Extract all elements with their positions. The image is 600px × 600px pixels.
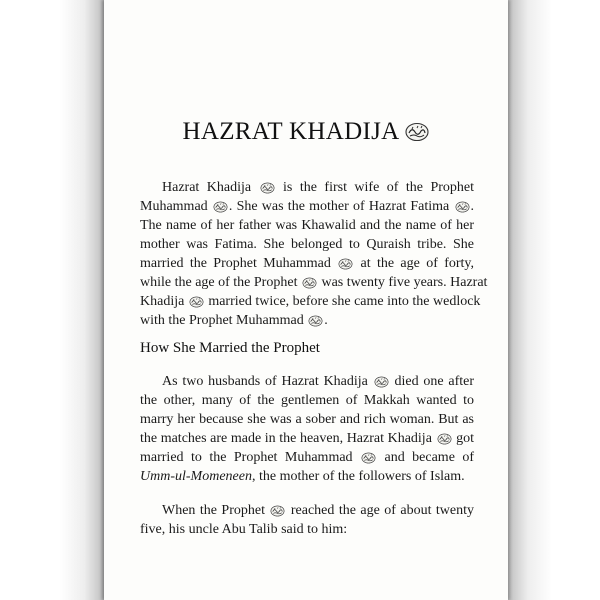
calligraphy-seal-icon [338,258,353,270]
calligraphy-seal-icon [213,201,228,213]
page-title [104,118,508,146]
text-line: with the Prophet Muhammad . [140,313,328,328]
calligraphy-seal-icon [405,122,429,142]
text-line: the matches are made in the heaven, Hazrat Khadija got [140,431,475,446]
text-line: mother was Fatima. She belonged to Quraish tribe. She [140,237,474,252]
section-heading: How She Married the Prophet [140,340,320,356]
text-line: As two husbands of Hazrat Khadija died one after [162,374,475,389]
text-line: Umm-ul-Momeneen, the mother of the followers of Islam. [140,469,465,484]
calligraphy-seal-icon [189,296,204,308]
text-line: marry her because she was a sober and rich woman. But as [140,412,474,427]
text-line: married the Prophet Muhammad at the age of forty, [140,256,475,271]
title-text: HAZRAT KHADIJA [182,118,400,145]
calligraphy-seal-icon [361,452,376,464]
text-line: married to the Prophet Muhammad and became of [140,450,475,465]
calligraphy-seal-icon [455,201,470,213]
text-line: the other, many of the gentlemen of Makkah wanted to [140,393,474,408]
calligraphy-seal-icon [308,315,323,327]
calligraphy-seal-icon [437,433,452,445]
background-right-shadow [504,0,600,600]
text-line: five, his uncle Abu Talib said to him: [140,522,348,537]
text-line: Khadija married twice, before she came into the wedlock [140,294,481,309]
text-line: Muhammad . She was the mother of Hazrat Fatima . [140,199,474,214]
background-left-shadow [0,0,108,600]
text-line: When the Prophet reached the age of about twenty [162,503,475,518]
text-line: The name of her father was Khawalid and the name of her [140,218,474,233]
calligraphy-seal-icon [374,376,389,388]
calligraphy-seal-icon [270,505,285,517]
italic-term: Umm-ul-Momeneen [140,469,252,484]
calligraphy-seal-icon [260,182,275,194]
text-line: Hazrat Khadija is the first wife of the Prophet [162,180,475,195]
book-page [104,0,508,600]
calligraphy-seal-icon [302,277,317,289]
text-line: while the age of the Prophet was twenty five years. Hazrat [140,275,488,290]
